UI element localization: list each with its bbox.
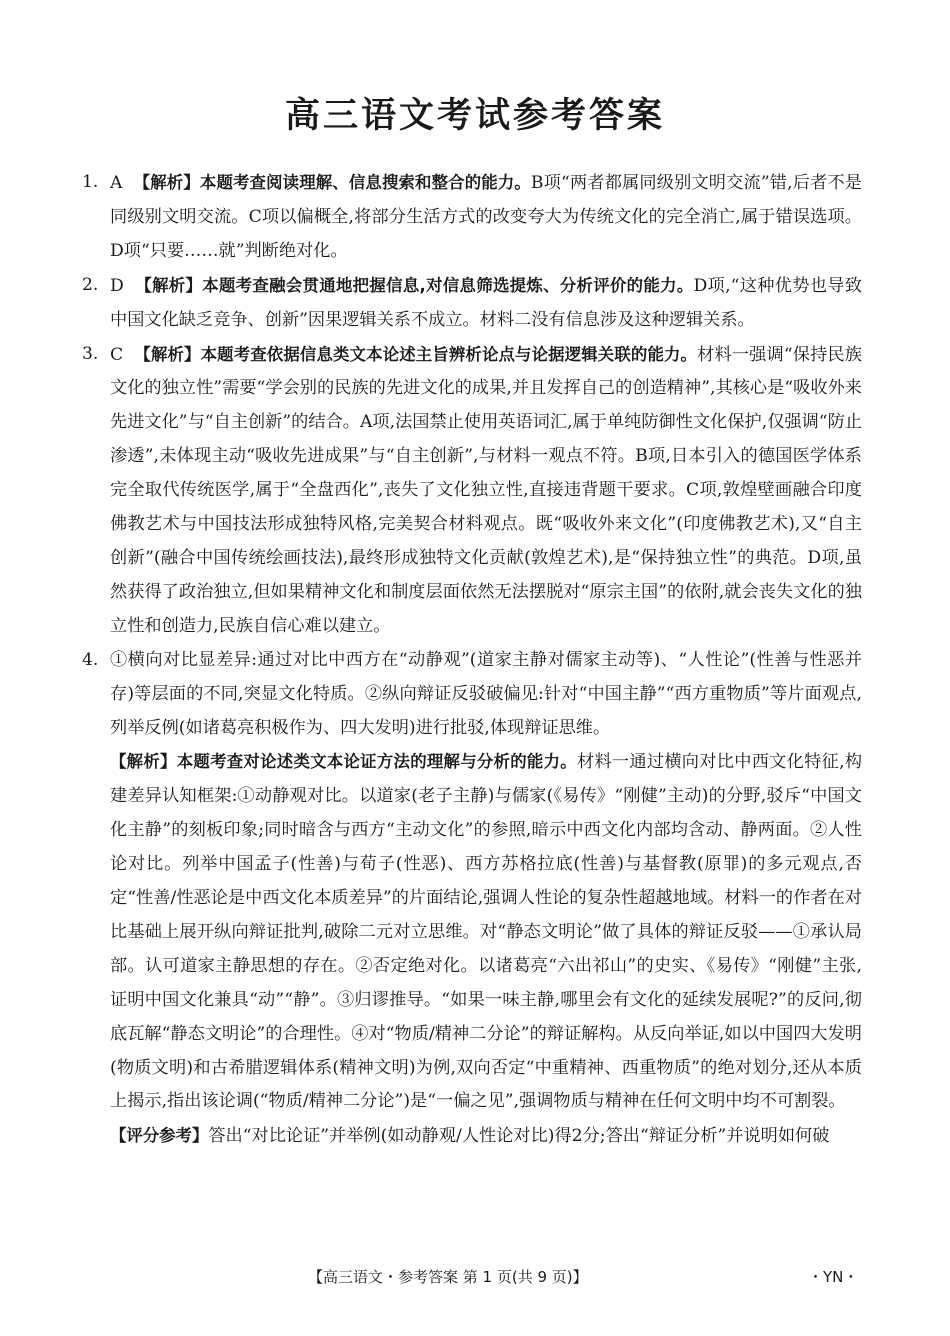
- answer-item-4: [82, 644, 862, 746]
- answer-item-2: [82, 269, 862, 338]
- answer-text: ①横向对比显差异:通过对比中西方在“动静观”(道家主静对儒家主动等)、“人性论”(性善与性恶并存)等层面的不同,突显文化特质。②纵向辩证反驳破偏见:针对“中国主静”“西方重物质”等片面观点,列举反例(如诸葛亮积极作为、四大发明)进行批驳,体现辩证思维。: [110, 649, 862, 738]
- scoring-text: 答出“对比论证”并举例(如动静观/人性论对比)得2分;答出“辩证分析”并说明如何破: [208, 1126, 830, 1147]
- analysis-label: 【解析】: [135, 275, 203, 295]
- scoring-label: 【评分参考】: [110, 1126, 209, 1146]
- analysis-label: 【解析】: [110, 752, 177, 772]
- analysis-focus: 本题考查依据信息类文本论述主旨辨析论点与论据逻辑关联的能力。: [200, 344, 698, 364]
- analysis-focus: 本题考查对论述类文本论证方法的理解与分析的能力。: [176, 752, 577, 772]
- analysis-focus: 本题考查融会贯通地把握信息,对信息筛选提炼、分析评价的能力。: [202, 275, 694, 295]
- item-number: 1.: [82, 172, 99, 192]
- item-number: 2.: [82, 274, 99, 295]
- analysis-text: D项,“这种优势也导致中国文化缺乏竞争、创新”因果逻辑关系不成立。材料二没有信息涉及这种逻辑关系。: [110, 275, 863, 330]
- analysis-text: 材料一强调“保持民族文化的独立性”需要“学会别的民族的先进文化的成果,并且发挥自己的创造精神”,其核心是“吸收外来先进文化”与“自主创新”的结合。A项,法国禁止使用英语词汇,属于单纯防御性文化保护,仅强调“防止渗透”,未体现主动“吸收先进成果”与“自主创新”,与材料一观点不符。B项,日本引入的德国医学体系完全取代传统医学,属于“全盘西化”,丧失了文化独立性,直接违背题干要求。C项,敦煌壁画融合印度佛教艺术与中国技法形成独特风格,完美契合材料观点。既“吸收外来文化”(印度佛教艺术),又“自主创新”(融合中国传统绘画技法),最终形成独特文化贡献(敦煌艺术),是“保持独立性”的典范。D项,虽然获得了政治独立,但如果精神文化和制度层面依然无法摆脱对“原宗主国”的依附,就会丧失文化的独立性和创造力,民族自信心难以建立。: [110, 344, 862, 636]
- scoring-paragraph: [82, 1119, 862, 1154]
- analysis-text: B项“两者都属同级别文明交流”错,后者不是同级别文明交流。C项以偏概全,将部分生活方式的改变夸大为传统文化的完全消亡,属于错误选项。D项“只要……就”判断绝对化。: [110, 173, 862, 261]
- analysis-label: 【解析】: [134, 344, 201, 364]
- item-number: 3.: [82, 343, 99, 364]
- footer-page-info: 【高三语文・参考答案 第 1 页(共 9 页)】: [308, 1268, 588, 1286]
- answer-content: [82, 166, 862, 1154]
- analysis-label: 【解析】: [133, 173, 200, 192]
- answer-choice: D: [110, 275, 124, 296]
- answer-item-3: [82, 338, 862, 644]
- footer-code: ・YN・: [808, 1268, 859, 1286]
- answer-choice: A: [110, 173, 123, 193]
- page-title: 高三语文考试参考答案: [284, 96, 665, 136]
- answer-choice: C: [110, 344, 124, 365]
- answer-item-1: [82, 166, 862, 269]
- analysis-text: 材料一通过横向对比中西文化特征,构建差异认知框架:①动静观对比。以道家(老子主静)与儒家(《易传》“刚健”主动)的分野,驳斥“中国文化主静”的刻板印象;同时暗含与西方“主动文化”的参照,暗示中西文化内部均含动、静两面。②人性论对比。列举中国孟子(性善)与荀子(性恶)、西方苏格拉底(性善)与基督教(原罪)的多元观点,否定“性善/性恶论是中西文化本质差异”的片面结论,强调人性论的复杂性超越地域。材料一的作者在对比基础上展开纵向辩证批判,破除二元对立思维。对“静态文明论”做了具体的辩证反驳——①承认局部。认可道家主静思想的存在。②否定绝对化。以诸葛亮“六出祁山”的史实、《易传》“刚健”主张,证明中国文化兼具“动”“静”。③归谬推导。“如果一味主静,哪里会有文化的延续发展呢?”的反问,彻底瓦解“静态文明论”的合理性。④对“物质/精神二分论”的辩证解构。从反向举证,如以中国四大发明(物质文明)和古希腊逻辑体系(精神文明)为例,双向否定“中重精神、西重物质”的绝对划分,还从本质上揭示,指出该论调(“物质/精神二分论”)是“一偏之见”,强调物质与精神在任何文明中均不可割裂。: [110, 752, 863, 1112]
- analysis-paragraph: [82, 745, 862, 1119]
- analysis-focus: 本题考查阅读理解、信息搜索和整合的能力。: [199, 173, 531, 192]
- item-number: 4.: [82, 649, 99, 670]
